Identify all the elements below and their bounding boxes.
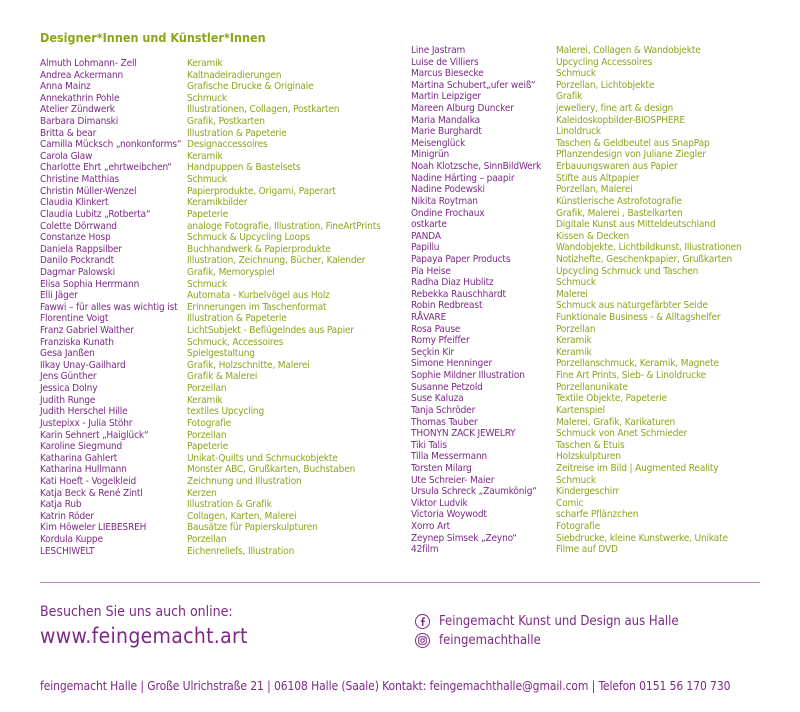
artist-name: Katja Rub — [40, 499, 82, 511]
artist-name: Fawwi – für alles was wichtig ist — [40, 301, 178, 313]
artist-name: Robin Redbreast — [411, 300, 483, 312]
artist-craft: Porzellanunikate — [556, 381, 628, 393]
artist-craft: Spielgestaltung — [187, 348, 255, 360]
artist-name: Luise de Villiers — [411, 56, 479, 68]
artist-name: Britta & bear — [40, 127, 97, 139]
artist-name: Carola Glaw — [40, 150, 93, 162]
facebook-link[interactable] — [415, 612, 679, 630]
artist-craft: Automata - Kurbelvögel aus Holz — [187, 290, 330, 302]
artist-name: Atelier Zündwerk — [40, 104, 115, 116]
artist-name: Zeynep Simsek „Zeyno“ — [411, 532, 517, 544]
artist-name: Line Jastram — [411, 45, 466, 56]
artist-craft: Schmuck — [187, 92, 227, 104]
artist-craft: Schmuck — [556, 277, 596, 289]
artist-craft: Upcycling Schmuck und Taschen — [556, 265, 699, 277]
artist-name: Dagmar Palowski — [40, 266, 115, 278]
instagram-icon — [415, 633, 430, 648]
artist-name: Kati Hoeft - Vogelkleid — [40, 475, 137, 487]
artist-craft: Bausätze für Papierskulpturen — [187, 522, 318, 534]
artist-name: Elli Jäger — [40, 290, 78, 302]
artist-craft: Grafik, Malerei , Bastelkarten — [556, 207, 683, 219]
artist-craft: Schmuck aus naturgefärbter Seide — [556, 300, 708, 312]
artist-name: Tiki Talis — [411, 439, 447, 451]
artist-craft: Keramik — [187, 150, 223, 162]
artist-craft: Grafische Drucke & Originale — [187, 81, 314, 93]
artist-name: 42film — [411, 544, 439, 556]
artist-craft: Porzellan — [556, 323, 596, 335]
artist-craft: Zeichnung und Illustration — [187, 475, 302, 487]
artist-name: Ondine Frochaux — [411, 207, 485, 219]
artist-craft: Papierprodukte, Origami, Paperart — [187, 185, 336, 197]
artist-name: Claudia Lubitz „Rotberta“ — [40, 208, 151, 220]
artist-name: THONYN ZACK JEWELRY — [411, 428, 516, 440]
artist-name: Maria Mandalka — [411, 114, 480, 126]
artist-craft: Monster ABC, Grußkarten, Buchstaben — [187, 464, 356, 476]
footer-divider — [40, 582, 760, 583]
artist-name: Papaya Paper Products — [411, 253, 511, 265]
artist-name: Franz Gabriel Walther — [40, 325, 134, 337]
artist-craft: Wandobjekte, Lichtbildkunst, Illustrationen — [556, 242, 742, 254]
artist-craft: Fotografie — [187, 417, 231, 429]
artist-craft: Grafik, Memoryspiel — [187, 266, 275, 278]
artist-name: Nadine Podewski — [411, 184, 485, 196]
artist-name: Ilkay Unay-Gailhard — [40, 359, 126, 371]
instagram-link[interactable] — [415, 631, 541, 649]
artist-name: Claudia Klinkert — [40, 197, 109, 209]
right-names-list — [411, 45, 541, 556]
artist-craft: Keramik — [187, 58, 223, 69]
artist-name: Nikita Roytman — [411, 195, 478, 207]
artist-craft: textiles Upcycling — [187, 406, 265, 418]
artist-name: Katja Beck & René Zintl — [40, 487, 143, 499]
artist-name: Minigrün — [411, 149, 450, 161]
artist-craft: Porzellan — [187, 429, 227, 441]
artist-craft: Designaccessoires — [187, 139, 268, 151]
artist-name: Colette Dörrwand — [40, 220, 117, 232]
artist-name: Kordula Kuppe — [40, 533, 103, 545]
artist-name: Jessica Dolny — [40, 383, 98, 395]
artist-craft: analoge Fotografie, Illustration, FineArtPrints — [187, 220, 381, 232]
artist-craft: Malerei, Collagen & Wandobjekte — [556, 45, 701, 56]
artist-name: Annekathrin Pohle — [40, 92, 120, 104]
artist-craft: Porzellan, Lichtobjekte — [556, 79, 655, 91]
artist-craft: Unikat-Quilts und Schmuckobjekte — [187, 452, 338, 464]
artist-craft: Zeitreise im Bild | Augmented Reality — [556, 462, 719, 474]
artist-name: Meisenglück — [411, 137, 466, 149]
artist-name: Andrea Ackermann — [40, 69, 124, 81]
artist-craft: Funktionale Business - & Alltagshelfer — [556, 312, 721, 324]
artist-name: Mareen Alburg Duncker — [411, 103, 514, 115]
artist-name: Florentine Voigt — [40, 313, 109, 325]
artist-name: Rebekka Rauschhardt — [411, 288, 506, 300]
artist-name: Danilo Pockrandt — [40, 255, 114, 267]
artist-craft: Malerei, Grafik, Karikaturen — [556, 416, 676, 428]
artist-craft: Porzellan — [187, 383, 227, 395]
artist-name: LESCHIWELT — [40, 545, 95, 557]
artist-name: Christine Matthias — [40, 174, 120, 186]
artist-name: Martin Leipziger — [411, 91, 481, 103]
artist-craft: Schmuck — [187, 174, 227, 186]
artist-name: Pia Heise — [411, 265, 451, 277]
artist-name: Katharina Gahlert — [40, 452, 118, 464]
artist-name: Gesa Janßen — [40, 348, 95, 360]
online-label: Besuchen Sie uns auch online: — [40, 604, 233, 620]
artist-name: Christin Müller-Wenzel — [40, 185, 137, 197]
artist-name: Karin Sehnert „Haiglück“ — [40, 429, 149, 441]
artist-craft: Kaltnadelradierungen — [187, 69, 282, 81]
artist-craft: Illustration & Papeterie — [187, 313, 287, 325]
artist-name: Constanze Hosp — [40, 232, 111, 244]
artist-craft: Taschen & Etuis — [556, 439, 625, 451]
artist-name: Elisa Sophia Herrmann — [40, 278, 140, 290]
artist-craft: LichtSubjekt - Beflügelndes aus Papier — [187, 325, 354, 337]
instagram-label: feingemachthalle — [439, 632, 541, 648]
artist-name: Simone Henninger — [411, 358, 493, 370]
artist-craft: Schmuck von Anet Schmieder — [556, 428, 688, 440]
artist-name: Judith Herschel Hille — [40, 406, 128, 418]
artist-craft: Eichenreliefs, Illustration — [187, 545, 295, 557]
artist-craft: jewellery, fine art & design — [556, 103, 674, 115]
artist-name: Marcus Biesecke — [411, 68, 484, 80]
artist-craft: Erinnerungen im Taschenformat — [187, 301, 327, 313]
artist-name: Tanja Schröder — [411, 404, 476, 416]
artist-craft: Illustrationen, Collagen, Postkarten — [187, 104, 340, 116]
artist-name: Martina Schubert„ufer weiß“ — [411, 79, 536, 91]
artist-craft: Grafik, Holzschnitte, Malerei — [187, 359, 310, 371]
artist-craft: Kaleidoskopbilder-BIOSPHERE — [556, 114, 686, 126]
artist-name: Franziska Kunath — [40, 336, 114, 348]
artist-craft: Textile Objekte, Papeterie — [556, 393, 667, 405]
artist-craft: Pflanzendesign von Juliane Ziegler — [556, 149, 706, 161]
artist-name: Camilla Mücksch „nonkonforms“ — [40, 139, 182, 151]
artist-name: Nadine Härting – paapir — [411, 172, 515, 184]
artist-name: Rosa Pause — [411, 323, 461, 335]
artist-name: Papillu — [411, 242, 440, 254]
artist-name: Torsten Milarg — [411, 462, 472, 474]
artist-craft: Fine Art Prints, Sieb- & Linoldrucke — [556, 370, 707, 382]
artist-name: Ursula Schreck „Zaumkönig“ — [411, 486, 537, 498]
artist-name: RÅVARE — [411, 312, 447, 324]
artist-craft: Linoldruck — [556, 126, 601, 138]
artist-craft: Illustration & Grafik — [187, 499, 272, 511]
contact-line: feingemacht Halle | Große Ulrichstraße 21 | 06108 Halle (Saale) Kontakt: feingemachthalle@gmail.com | Telefon 0151 56 170 730 — [40, 679, 731, 693]
artist-name: Victoria Woywodt — [411, 509, 487, 521]
artist-craft: Schmuck — [187, 278, 227, 290]
artist-name: ostkarte — [411, 219, 447, 231]
artist-name: Noah Klotzsche, SinnBildWerk — [411, 161, 542, 173]
artist-craft: Keramik — [187, 394, 223, 406]
artist-craft: Fotografie — [556, 520, 600, 532]
artist-name: Barbara Dimanski — [40, 116, 119, 128]
artist-craft: Stifte aus Altpapier — [556, 172, 640, 184]
artist-craft: Illustration & Papeterie — [187, 127, 287, 139]
artist-craft: Grafik & Malerei — [187, 371, 258, 383]
artist-craft: Schmuck & Upcycling Loops — [187, 232, 310, 244]
artist-name: Anna Mainz — [40, 81, 91, 93]
artist-craft: Porzellan, Malerei — [556, 184, 633, 196]
artist-craft: Buchhandwerk & Papierprodukte — [187, 243, 331, 255]
artist-craft: Holzskulpturen — [556, 451, 621, 463]
artist-name: Susanne Petzold — [411, 381, 483, 393]
artist-name: Charlotte Ehrt „ehrtweibchen“ — [40, 162, 172, 174]
artist-craft: Malerei — [556, 288, 588, 300]
artist-craft: Handpuppen & Bastelsets — [187, 162, 301, 174]
artist-craft: Schmuck — [556, 474, 596, 486]
artist-name: Kim Höweler LIEBESREH — [40, 522, 147, 534]
artist-name: Romy Pfeiffer — [411, 335, 470, 347]
artist-name: Sophie Mildner Illustration — [411, 370, 525, 382]
artist-craft: Kindergeschirr — [556, 486, 620, 498]
artist-name: PANDA — [411, 230, 441, 242]
left-names-list — [40, 58, 181, 557]
artist-name: Katharina Hullmann — [40, 464, 127, 476]
artist-craft: Papeterie — [187, 208, 229, 220]
artist-name: Judith Runge — [40, 394, 96, 406]
artist-craft: Kissen & Decken — [556, 230, 629, 242]
artist-name: Radha Diaz Hublitz — [411, 277, 494, 289]
artist-craft: Papeterie — [187, 441, 229, 453]
artist-craft: Schmuck — [556, 68, 596, 80]
artist-name: Jens Günther — [40, 371, 97, 383]
artist-craft: Porzellan — [187, 533, 227, 545]
artist-name: Seçkin Kir — [411, 346, 455, 358]
artist-name: Katrin Röder — [40, 510, 94, 522]
artist-name: Xorro Art — [411, 520, 451, 532]
artist-name: Justepixx - Julia Stöhr — [40, 417, 133, 429]
artist-craft: Filme auf DVD — [556, 544, 618, 556]
artist-craft: Illustration, Zeichnung, Bücher, Kalender — [187, 255, 366, 267]
artist-craft: Keramik — [556, 335, 592, 347]
artist-craft: Comic — [556, 497, 584, 509]
facebook-icon — [415, 614, 430, 629]
right-crafts-list — [556, 45, 742, 556]
artist-name: Suse Kaluza — [411, 393, 464, 405]
artist-craft: Erbauungswaren aus Papier — [556, 161, 678, 173]
artist-craft: scharfe Pflänzchen — [556, 509, 639, 521]
artist-craft: Notizhefte, Geschenkpapier, Grußkarten — [556, 253, 733, 265]
artist-name: Ute Schreier- Maier — [411, 474, 495, 486]
artist-name: Daniela Rappsilber — [40, 243, 122, 255]
artist-craft: Keramik — [556, 346, 592, 358]
artist-craft: Taschen & Geldbeutel aus SnapPap — [556, 137, 710, 149]
artist-name: Karoline Siegmund — [40, 441, 123, 453]
artist-name: Marie Burghardt — [411, 126, 482, 138]
artist-name: Almuth Lohmann- Zell — [40, 58, 137, 69]
facebook-label: Feingemacht Kunst und Design aus Halle — [439, 613, 679, 629]
artist-craft: Grafik, Postkarten — [187, 116, 265, 128]
artist-name: Tilla Messermann — [411, 451, 488, 463]
artist-name: Viktor Ludvik — [411, 497, 468, 509]
artist-name: Thomas Tauber — [411, 416, 478, 428]
artist-craft: Keramikbilder — [187, 197, 248, 209]
artist-craft: Künstlerische Astrofotografie — [556, 195, 682, 207]
artist-craft: Porzellanschmuck, Keramik, Magnete — [556, 358, 719, 370]
artist-craft: Digitale Kunst aus Mitteldeutschland — [556, 219, 716, 231]
left-crafts-list — [187, 58, 381, 557]
page-heading: Designer*Innen und Künstler*Innen — [40, 30, 266, 45]
artist-craft: Siebdrucke, kleine Kunstwerke, Unikate — [556, 532, 728, 544]
artist-craft: Schmuck, Accessoires — [187, 336, 284, 348]
artist-craft: Kerzen — [187, 487, 217, 499]
artist-craft: Collagen, Karten, Malerei — [187, 510, 297, 522]
artist-craft: Kartenspiel — [556, 404, 605, 416]
artist-craft: Grafik — [556, 91, 583, 103]
artist-craft: Upcycling Accessoires — [556, 56, 653, 68]
website-link[interactable]: www.feingemacht.art — [40, 624, 248, 648]
